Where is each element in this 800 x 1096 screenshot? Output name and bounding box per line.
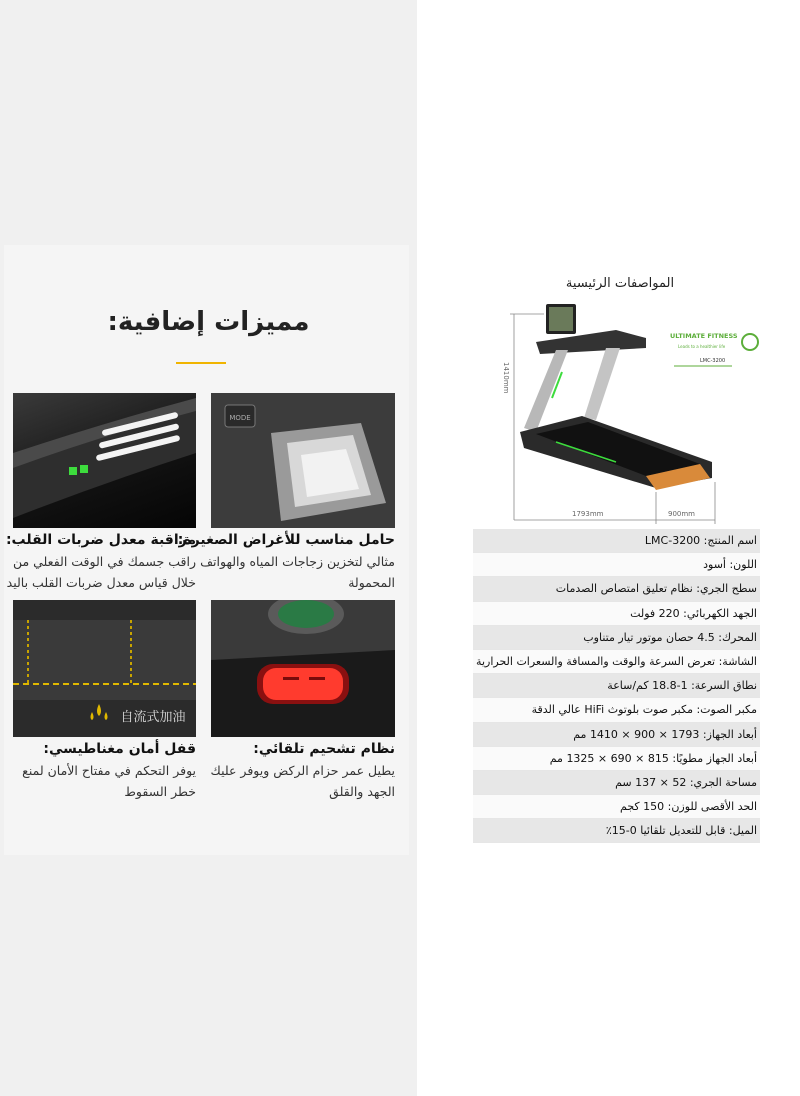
feature-auto-lubrication xyxy=(200,741,395,802)
spec-row-motor: المحرك: 4.5 حصان موتور تيار متناوب xyxy=(473,626,760,650)
feature-title: قفل أمان مغناطيسي: xyxy=(43,741,196,757)
feature-desc-line: خطر السقوط xyxy=(124,784,196,799)
feature-desc-line: مثالي لتخزين زجاجات المياه والهواتف xyxy=(200,554,395,569)
feature-heart-rate xyxy=(5,532,196,593)
treadmill-product-image xyxy=(496,302,762,524)
length-dimension: 1793mm xyxy=(572,510,604,518)
spec-row-speed: نطاق السرعة: 1-18.8 كم/ساعة xyxy=(473,674,760,698)
heart-rate-sensor-icon xyxy=(13,393,196,528)
feature-magnetic-lock xyxy=(5,741,196,802)
spec-row-color: اللون: أسود xyxy=(473,553,760,577)
features-title: مميزات إضافية: xyxy=(107,307,310,337)
spec-row-folded-dimensions: أبعاد الجهاز مطويًا: 815 × 690 × 1325 مم xyxy=(473,747,760,771)
cup-holder-image xyxy=(211,393,395,528)
feature-title: مراقبة معدل ضربات القلب: xyxy=(5,532,196,548)
height-dimension: 1410mm xyxy=(502,362,510,394)
specs-table xyxy=(473,529,760,843)
lube-label: 自流式加油 xyxy=(120,710,186,725)
feature-desc-line: راقب جسمك في الوقت الفعلي من xyxy=(12,554,196,569)
width-dimension: 900mm xyxy=(668,510,695,518)
specs-title: المواصفات الرئيسية xyxy=(565,276,675,291)
spec-row-incline: الميل: قابل للتعديل تلقائيا 0-15٪ xyxy=(473,819,760,843)
title-underline xyxy=(176,362,226,364)
feature-desc-line: يطيل عمر حزام الركض ويوفر عليك xyxy=(210,763,395,778)
feature-title: نظام تشحيم تلقائي: xyxy=(253,741,395,757)
treadmill-icon xyxy=(496,302,762,524)
feature-desc-line: خلال قياس معدل ضربات القلب باليد xyxy=(6,575,196,590)
safety-key-image xyxy=(211,600,395,737)
cup-holder-icon xyxy=(211,393,395,528)
auto-lubrication-image xyxy=(13,600,196,737)
mode-label: MODE xyxy=(229,414,251,422)
brand-tagline: Leads to a healthier life xyxy=(678,344,726,349)
feature-title: حامل مناسب للأغراض الصغيرة: xyxy=(177,532,395,548)
spec-row-max-weight: الحد الأقصى للوزن: 150 كجم xyxy=(473,795,760,819)
feature-cup-holder xyxy=(177,532,395,593)
heart-rate-handle-image xyxy=(13,393,196,528)
safety-key-icon xyxy=(211,600,395,737)
feature-desc-line: المحمولة xyxy=(348,575,395,590)
feature-desc-line: الجهد والقلق xyxy=(329,784,395,799)
spec-row-speaker: مكبر الصوت: مكبر صوت بلوتوث HiFi عالي الدقة xyxy=(473,698,760,722)
brand-name: ULTIMATE FITNESS xyxy=(670,332,738,340)
spec-row-voltage: الجهد الكهربائي: 220 فولت xyxy=(473,602,760,626)
spec-row-display: الشاشة: تعرض السرعة والوقت والمسافة والسعرات الحرارية xyxy=(473,650,760,674)
spec-row-surface: سطح الجري: نظام تعليق امتصاص الصدمات xyxy=(473,577,760,601)
spec-row-running-area: مساحة الجري: 52 × 137 سم xyxy=(473,771,760,795)
spec-row-name: اسم المنتج: LMC-3200 xyxy=(473,529,760,553)
feature-desc-line: يوفر التحكم في مفتاح الأمان لمنع xyxy=(22,763,196,778)
spec-row-dimensions: أبعاد الجهاز: 1793 × 900 × 1410 مم xyxy=(473,723,760,747)
lubrication-belt-icon xyxy=(13,600,196,737)
model-label: LMC-3200 xyxy=(700,358,726,364)
